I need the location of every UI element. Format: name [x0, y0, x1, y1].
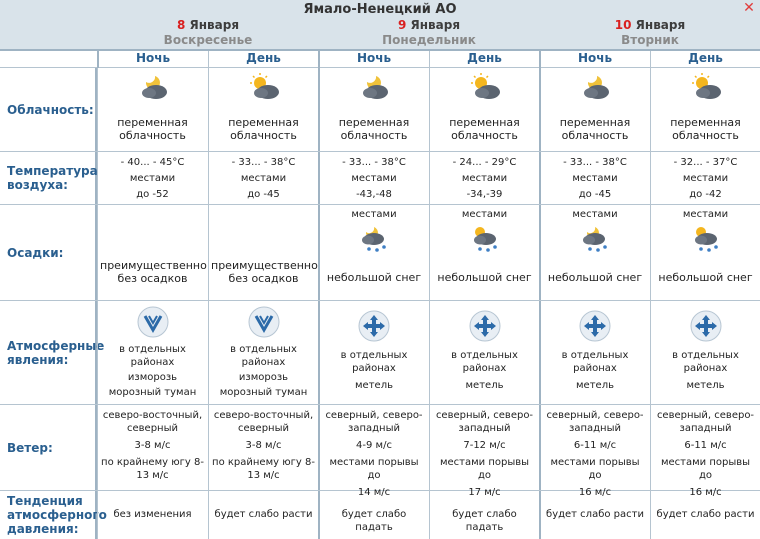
sun-cloud-icon [247, 72, 281, 102]
phenom-cell: в отдельных районах метель [650, 301, 760, 404]
precip-cell: преимущественно без осадков [97, 205, 207, 300]
temp-cell: - 33... - 38°C местами до -45 [539, 152, 649, 204]
day-header-3 [540, 18, 760, 48]
moon-cloud-icon [136, 72, 170, 102]
temp-cell: - 32... - 37°C местами до -42 [650, 152, 760, 204]
day-weekday: Вторник [621, 33, 679, 47]
forecast-header [0, 0, 760, 51]
row-precipitation [0, 205, 760, 301]
cloud-text: переменная облачность [228, 116, 299, 142]
pressure-cell: будет слабо падать [318, 491, 428, 539]
cloud-text: переменная облачность [117, 116, 188, 142]
wind-speed: 7-12 м/с [463, 440, 506, 451]
temp-range: - 33... - 38°C [342, 157, 406, 168]
cloud-cell [429, 68, 539, 151]
temp-extreme: -34,-39 [466, 189, 503, 200]
cloud-text: переменная облачность [338, 116, 410, 142]
row-label: Атмосферные явления: [0, 301, 97, 404]
cloud-cell [208, 68, 318, 151]
temp-cell: - 33... - 38°C местами до -45 [208, 152, 318, 204]
day-weekday: Понедельник [382, 33, 476, 47]
moon-snow-icon [357, 223, 391, 255]
cloud-cell [539, 68, 649, 151]
period-label: День [429, 51, 539, 68]
day-month: Января [631, 18, 686, 32]
temp-extreme: до -45 [247, 189, 280, 200]
period-label: Ночь [97, 51, 207, 68]
moon-cloud-icon [578, 72, 612, 102]
sun-snow-icon [468, 223, 502, 255]
day-number: 9 [397, 18, 407, 32]
row-label: Ветер: [0, 405, 97, 490]
precip-cell: местами небольшой снег [539, 205, 649, 300]
frost-icon [247, 305, 281, 339]
day-weekday: Воскресенье [163, 33, 253, 47]
frost-icon [136, 305, 170, 339]
blizzard-icon [578, 309, 612, 343]
precip-cell: местами небольшой снег [318, 205, 428, 300]
row-pressure [0, 491, 760, 539]
row-temperature [0, 152, 760, 205]
wind-cell: северный, северо- западный 7-12 м/с местами порывы до 17 м/с [429, 405, 539, 490]
temp-extreme: -43,-48 [356, 189, 392, 200]
row-wind [0, 405, 760, 498]
temp-range: - 32... - 37°C [673, 157, 738, 168]
region-title: Ямало-Ненецкий АО [303, 2, 457, 17]
wind-cell: северный, северо- западный 6-11 м/с местами порывы до 16 м/с [539, 405, 649, 490]
wind-speed: 4-9 м/с [356, 440, 392, 451]
precip-cell: местами небольшой снег [429, 205, 539, 300]
pressure-cell: будет слабо расти [539, 491, 649, 539]
cloud-text: переменная облачность [449, 116, 520, 142]
blizzard-icon [689, 309, 723, 343]
day-number: 8 [176, 18, 186, 32]
phenom-cell: в отдельных районах метель [429, 301, 539, 404]
period-label: День [650, 51, 760, 68]
blizzard-icon [468, 309, 502, 343]
close-icon[interactable]: ✕ [743, 0, 755, 16]
row-label: Тенденция атмосферного давления: [0, 491, 97, 539]
row-label: Облачность: [0, 68, 97, 151]
wind-cell: северо-восточный, северный 3-8 м/с по крайнему югу 8- 13 м/с [97, 405, 207, 490]
cloud-text: переменная облачность [670, 116, 741, 142]
precip-cell: местами небольшой снег [650, 205, 760, 300]
phenom-cell: в отдельных районах изморозь морозный туман [97, 301, 207, 404]
phenom-cell: в отдельных районах метель [539, 301, 649, 404]
temp-range: - 33... - 38°C [563, 157, 627, 168]
wind-cell: северный, северо- западный 4-9 м/с местами порывы до 14 м/с [318, 405, 428, 490]
cloud-text: переменная облачность [559, 116, 631, 142]
temp-extreme: до -42 [689, 189, 722, 200]
period-label: Ночь [539, 51, 649, 68]
cloud-cell [650, 68, 760, 151]
phenom-cell: в отдельных районах метель [318, 301, 428, 404]
temp-extreme: до -52 [136, 189, 169, 200]
blizzard-icon [357, 309, 391, 343]
row-label: Осадки: [0, 205, 97, 300]
day-month: Января [406, 18, 461, 32]
row-label: Температура воздуха: [0, 152, 97, 204]
sun-snow-icon [689, 223, 723, 255]
cloud-cell [97, 68, 207, 151]
moon-cloud-icon [357, 72, 391, 102]
row-phenomena [0, 301, 760, 405]
wind-cell: северный, северо- западный 6-11 м/с местами порывы до 16 м/с [650, 405, 760, 490]
period-row [0, 51, 760, 68]
pressure-cell: будет слабо падать [429, 491, 539, 539]
pressure-cell: без изменения [97, 491, 207, 539]
phenom-cell: в отдельных районах изморозь морозный туман [208, 301, 318, 404]
temp-cell: - 24... - 29°C местами -34,-39 [429, 152, 539, 204]
precip-cell: преимущественно без осадков [208, 205, 318, 300]
wind-speed: 6-11 м/с [684, 440, 727, 451]
temp-cell: - 40... - 45°C местами до -52 [97, 152, 207, 204]
pressure-cell: будет слабо расти [650, 491, 760, 539]
wind-speed: 3-8 м/с [245, 440, 282, 451]
day-header-1 [98, 18, 318, 48]
period-label: Ночь [318, 51, 428, 68]
row-cloudiness [0, 68, 760, 152]
wind-speed: 3-8 м/с [134, 440, 171, 451]
temp-cell: - 33... - 38°C местами -43,-48 [318, 152, 428, 204]
temp-range: - 24... - 29°C [452, 157, 517, 168]
sun-cloud-icon [689, 72, 723, 102]
temp-range: - 40... - 45°C [120, 157, 185, 168]
sun-cloud-icon [468, 72, 502, 102]
temp-range: - 33... - 38°C [231, 157, 296, 168]
temp-extreme: до -45 [578, 189, 612, 200]
cloud-cell [318, 68, 428, 151]
day-month: Января [185, 18, 240, 32]
day-number: 10 [614, 18, 632, 32]
moon-snow-icon [578, 223, 612, 255]
period-label: День [208, 51, 318, 68]
day-header-2 [319, 18, 539, 48]
wind-speed: 6-11 м/с [573, 440, 617, 451]
wind-cell: северо-восточный, северный 3-8 м/с по крайнему югу 8- 13 м/с [208, 405, 318, 490]
pressure-cell: будет слабо расти [208, 491, 318, 539]
